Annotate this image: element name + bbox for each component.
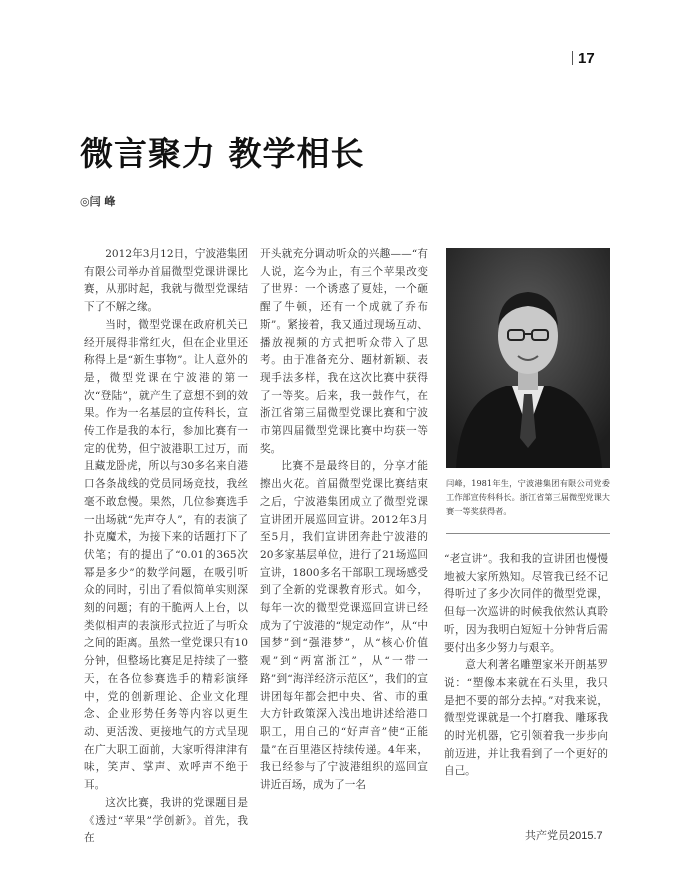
paragraph: 2012年3月12日，宁波港集团有限公司举办首届微型党课讲课比赛，从那时起，我就与微型党课结下了不解之缘。 [84,248,248,314]
photo-caption: 闫峰，1981年生，宁波港集团有限公司党委工作部宣传科科长。浙江省第三届微型党课大赛一等奖获得者。 [446,478,610,516]
footer [525,827,603,843]
text-column-2 [260,246,428,795]
author-photo [446,248,610,468]
paragraph: 比赛不是最终目的，分享才能擦出火花。首届微型党课比赛结束之后，宁波港集团成立了微型党课宣讲团开展巡回宣讲。2012年3月至5月，我们宣讲团奔赴宁波港的20多家基层单位，进行了21场巡回宣讲，1800多名干部职工现场感受到了全新的党课教育形式。如今，每年一次的微型党课巡回宣讲已经成为了宁波港的“规定动作”，从“中国梦”到“强港梦”，从“核心价值观”到“两富浙江”，从“一带一路”到“海洋经济示范区”，我们的宣讲团每年都会把中央、省、市的重大方针政策深入浅出地讲述给港口职工，用自己的“好声音”使“正能量”在百里港区持续传递。4年来，我已经参与了宁波港组织的巡回宣讲近百场，成为了一名 [260,460,428,792]
caption-divider [446,533,610,534]
portrait-illustration [446,248,610,468]
paragraph: 意大利著名雕塑家米开朗基罗说：“塑像本来就在石头里，我只是把不要的部分去掉。”对我来说，微型党课就是一个打磨我、雕琢我的时光机器，它引领着我一步步向前迈进，并让我看到了一个更好的自己。 [444,659,608,778]
issue-number: 2015.7 [569,830,603,842]
article-title: 微言聚力 教学相长 [80,134,365,173]
paragraph: 当时，微型党课在政府机关已经开展得非常红火，但在企业里还称得上是“新生事物”。让人意外的是，微型党课在宁波港的第一次“登陆”，就产生了意想不到的效果。作为一名基层的宣传科长，宣传工作是我的本行，参加比赛有一定的优势，但宁波港职工过万，而且藏龙卧虎，所以与30多名来自港口各条战线的党员同场竞技，我丝毫不敢怠慢。果然，几位参赛选手一出场就“先声夺人”，有的表演了扑克魔术，为接下来的话题打下了伏笔；有的提出了“0.01的365次幂是多少”的数学问题，在吸引听众的同时，引出了看似简单实则深刻的问题；有的干脆两人上台，以类似相声的表演形式拉近了与听众之间的距离。虽然一堂党课只有10分钟，但整场比赛足足持续了一整天，在各位参赛选手的精彩演绎中，党的创新理论、企业文化理念、企业形势任务等内容以更生动、更活泼、更接地气的方式呈现在广大职工面前，大家听得津津有味，笑声、掌声、欢呼声不绝于耳。 [84,318,248,792]
text-column-1 [84,246,248,848]
magazine-name: 共产党员 [525,830,569,842]
page-number-text: 17 [578,50,595,67]
paragraph: 开头就充分调动听众的兴趣——“有人说，迄今为止，有三个苹果改变了世界：一个诱惑了夏娃，一个砸醒了牛顿，还有一个成就了乔布斯”。紧接着，我又通过现场互动、播放视频的方式把听众带入了思考。由于准备充分、题材新颖、表现手法多样，我在这次比赛中获得了一等奖。后来，我一鼓作气，在浙江省第三届微型党课比赛和宁波市第四届微型党课比赛中均获一等奖。 [260,248,428,455]
paragraph: “老宣讲”。我和我的宣讲团也慢慢地被大家所熟知。尽管我已经不记得听过了多少次同伴的微型党课，但每一次巡讲的时候我依然认真聆听，因为我明白短短十分钟背后需要付出多少努力与艰辛。 [444,553,608,654]
page-number [572,50,595,67]
paragraph: 这次比赛，我讲的党课题目是《透过“苹果”学创新》。首先，我在 [84,796,248,845]
text-column-3 [444,551,608,781]
article-author: ◎闫 峰 [80,195,116,208]
